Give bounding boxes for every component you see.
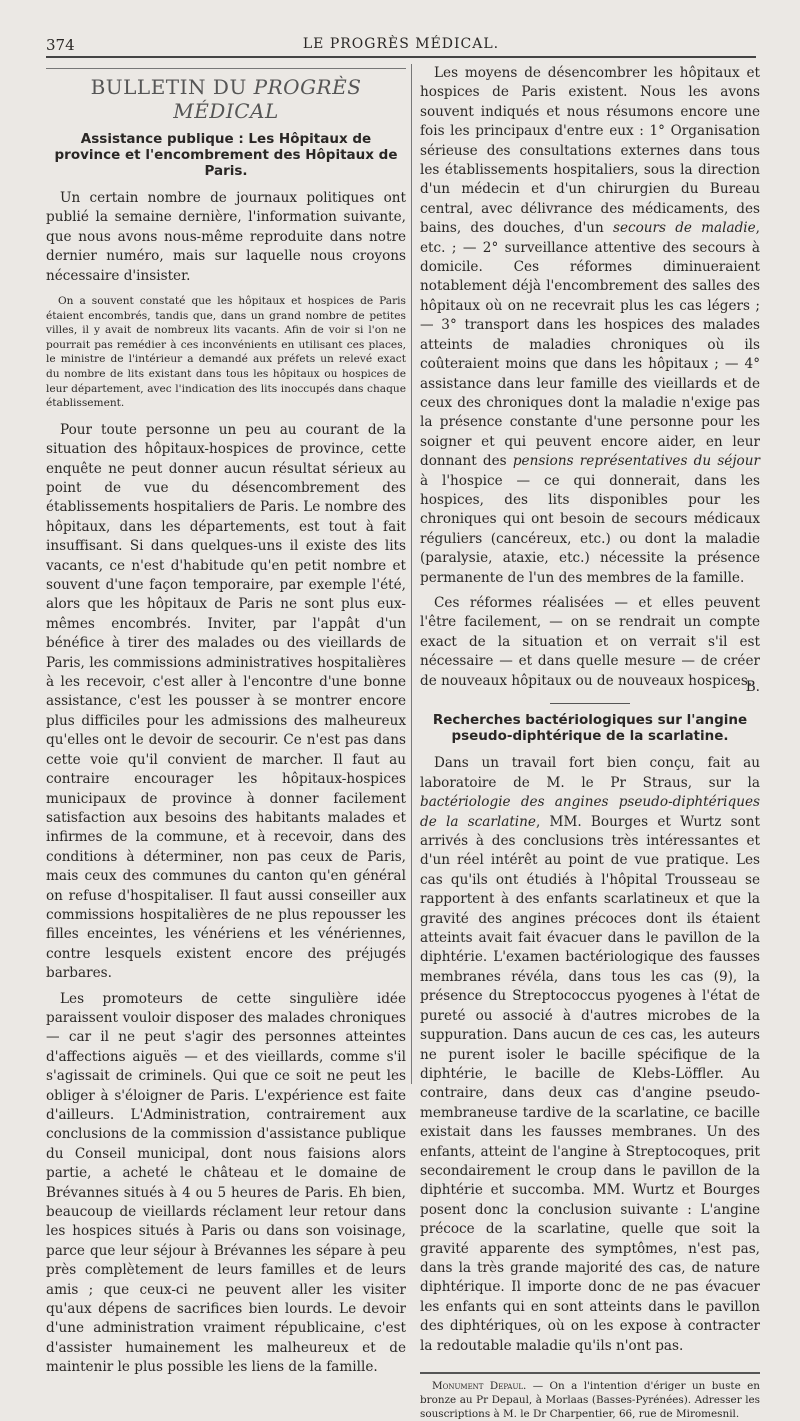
article-separator — [550, 703, 630, 704]
article1-paragraph-3: Les promoteurs de cette singulière idée paraissent vouloir disposer des malades chroniques — car il ne peut s'agir des personnes atteintes d'affections aiguës — et des vieillards, comme s'il s'agissait de criminels. Qui que ce soit ne peut les obliger à s'éloigner de Paris. L'expérience est faite d'ailleurs. L'Administration, contrairement aux conclusions de la commission d'assistance publique du Conseil municipal, dont nous faisions alors partie, a acheté le château et le domaine de Brévannes situés à 4 ou 5 heures de Paris. Eh bien, beaucoup de vieillards réclament leur retour dans les hospices situés à Paris ou dans son voisinage, parce que leur séjour à Brévannes les sépare à peu près complètement de leurs familles et de leurs amis ; que ceux-ci ne peuvent aller les visiter qu'aux dépens de sacrifices bien lourds. Le devoir d'une administration vraiment républicaine, c'est d'assister humainement les malheureux et de maintenir le plus possible les liens de la famille. — [46, 990, 406, 1376]
page-number: 374 — [46, 36, 75, 54]
p4-italic-d: pensions représentatives du séjour — [512, 453, 760, 470]
article2-paragraph-1 — [420, 754, 760, 1356]
article1-title: Assistance publique : Les Hôpitaux de province et l'encombrement des Hôpitaux de Paris. — [54, 131, 398, 179]
bulletin-title-plain: BULLETIN DU — [90, 75, 254, 99]
article1-paragraph-4 — [420, 64, 760, 588]
footnote-rule — [420, 1372, 760, 1374]
a2-text-a: Dans un travail fort bien conçu, fait au laboratoire de M. le Pr Straus, sur la — [420, 755, 760, 791]
bulletin-title — [46, 68, 406, 123]
p4-text-c: , etc. ; — 2° surveillance attentive des secours à domicile. Ces réformes diminueraient notablement déjà l'encombrement des salles des hôpitaux où on ne recevrait plus les cas légers ; — 3° transport dans les hospices des malades atteints de maladies chroniques où ils coûteraient moins que dans les hôpitaux ; — 4° assistance dans leur famille des vieillards et de ceux des chroniques dont la maladie n'exige pas la présence constante d'une personne pour les soigner et qui peuvent encore aider, en leur donnant des — [420, 220, 760, 470]
article1-quote: On a souvent constaté que les hôpitaux et hospices de Paris étaient encombrés, tandis que, dans un grand nombre de petites villes, il y avait de nombreux lits vacants. Afin de voir si l'on ne pourrait pas remédier à ces inconvénients en utilisant ces places, le ministre de l'intérieur a demandé aux préfets un relevé exact du nombre de lits existant dans tous les hôpitaux ou hospices de leur département, avec l'indication des lits inoccupés dans chaque établissement. — [46, 295, 406, 410]
journal-title: LE PROGRÈS MÉDICAL. — [302, 36, 500, 52]
column-divider — [411, 64, 412, 1084]
p4-text-e: à l'hospice — ce qui donnerait, dans les hospices, des lits disponibles pour les chroniques qui ont besoin de secours médicaux réguliers (cancéreux, etc.) ou dont la maladie (paralysie, ataxie, etc.) nécessite la présence permanente de l'un des membres de la famille. — [420, 472, 760, 586]
article1-paragraph-5: Ces réformes réalisées — et elles peuvent l'être facilement, — on se rendrait un compte exact de la situation et on verrait s'il est nécessaire — et dans quelle mesure — de créer de nouveaux hôpitaux ou de nouveaux hospices. — [420, 594, 760, 689]
right-column — [420, 64, 760, 1421]
bulletin-title-italic: PROGRÈS MÉDICAL — [173, 75, 362, 123]
article1-paragraph-2: Pour toute personne un peu au courant de la situation des hôpitaux-hospices de province, cette enquête ne peut donner aucun résultat sérieux au point de vue du désencombrement des établissements hospitaliers de Paris. Le nombre des hôpitaux, dans les départements, est tout à fait insuffisant. Si dans quelques-uns il existe des lits vacants, ce n'est d'habitude qu'en petit nombre et souvent d'une façon temporaire, par exemple l'été, alors que les hôpitaux de Paris ne sont plus eux-mêmes encombrés. Inviter, par l'appât d'un bénéfice à tirer des malades ou des vieillards de Paris, les commissions administratives hospitalières à les recevoir, c'est aller à l'encontre d'une bonne assistance, c'est les pousser à se montrer encore plus difficiles pour les admissions des malheureux qu'elles ont le devoir de secourir. Ce n'est pas dans cette voie qu'il convient de marcher. Il faut au contraire encourager les hôpitaux-hospices municipaux de province à donner facilement satisfaction aux besoins des habitants malades et infirmes de la commune, et à recevoir, dans des conditions à déterminer, non pas ceux de Paris, mais ceux des communes du canton qu'en général on refuse d'hospitaliser. Il faut aussi conseiller aux commissions hospitalières de ne plus repousser les filles enceintes, les vénériens et les vénériennes, contre lesquels existent encore des préjugés barbares. — [46, 421, 406, 982]
article1-signature: B. — [745, 679, 760, 695]
p4-text-a: Les moyens de désencombrer les hôpitaux et hospices de Paris existent. Nous les avons souvent indiqués et nous résumons encore une fois les principaux d'entre eux : 1° Organisation sérieuse des consultations externes dans tous les établissements hospitaliers, sous la direction d'un médecin et d'un chirurgien du Bureau central, avec délivrance des médicaments, des bains, des douches, d'un — [420, 65, 760, 237]
article1-paragraph-1: Un certain nombre de journaux politiques ont publié la semaine dernière, l'information suivante, que nous avons nous-même reproduite dans notre dernier numéro, mais sur laquelle nous croyons nécessaire d'insister. — [46, 190, 406, 284]
a2-text-c: , MM. Bourges et Wurtz sont arrivés à des conclusions très intéressantes et d'un réel intérêt au point de vue pratique. Les cas qu'ils ont étudiés à l'hôpital Trousseau se rapportent à des enfants scarlatineux et que la gravité des angines précoces dont ils étaient atteints avait fait évacuer dans le pavillon de la diphtérie. L'examen bactériologique des fausses membranes révéla, dans tous les cas (9), la présence du Streptococcus pyogenes à l'état de pureté ou associé à d'autres microbes de la suppuration. Dans aucun de ces cas, les auteurs ne purent isoler le bacille spécifique de la diphtérie, le bacille de Klebs-Löffler. Au contraire, dans deux cas d'angine pseudo-membraneuse tardive de la scarlatine, ce bacille existait dans les fausses membranes. Un des enfants, atteint de l'angine à Streptocoques, prit secondairement le croup dans le pavillon de la diphtérie et succomba. MM. Wurtz et Bourges posent donc la conclusion suivante : L'angine précoce de la scarlatine, quelle que soit la gravité apparente des symptômes, n'est pas, dans la très grande majorité des cas, de nature diphtérique. Il importe donc de ne pas évacuer les enfants qui en sont atteints dans le pavillon des diphtériques, où on les expose à contracter la redoutable maladie qu'ils n'ont pas. — [420, 813, 760, 1354]
page-header — [46, 34, 756, 58]
article2-title: Recherches bactériologiques sur l'angine pseudo-diphtérique de la scarlatine. — [432, 712, 748, 745]
footnote — [420, 1380, 760, 1421]
p4-italic-b: secours de maladie — [612, 220, 756, 237]
footnote-text: — On a l'intention d'ériger un buste en bronze au Pr Depaul, à Morlaas (Basses-Pyrénées). Adresser les souscriptions à M. le Dr Charpentier, 66, rue de Miromesnil. — [420, 1380, 760, 1420]
left-column — [46, 64, 406, 1384]
footnote-label: Monument Depaul. — [432, 1380, 527, 1392]
a2-italic-b: bactériologie des angines pseudo-diphtériques de la scarlatine — [420, 794, 760, 830]
